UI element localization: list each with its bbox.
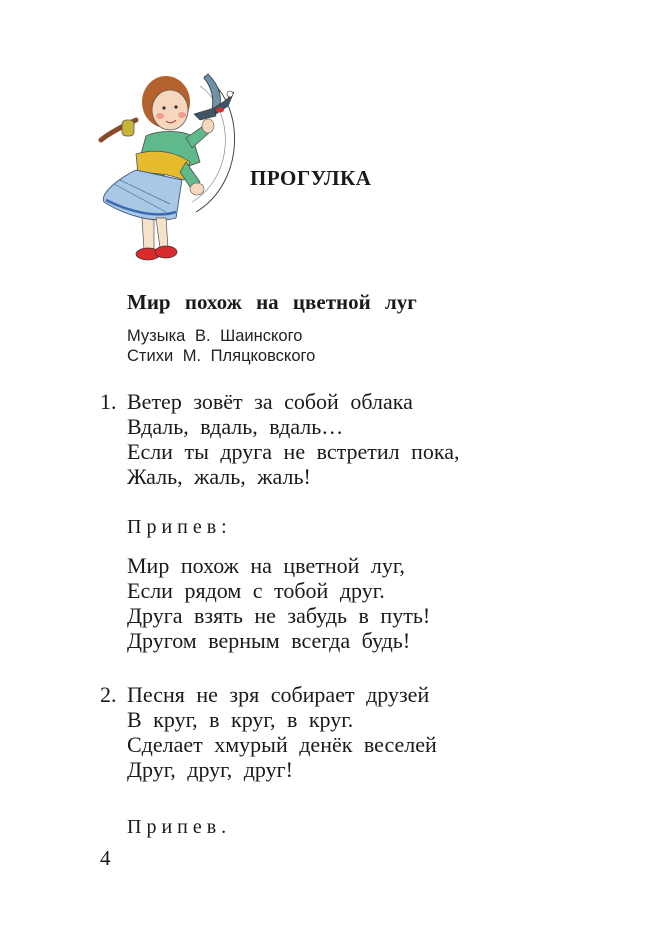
chapter-title: ПРОГУЛКА (250, 166, 372, 190)
verse-line: Друг, друг, друг! (127, 757, 293, 782)
verse-2 (100, 682, 437, 782)
chorus-line: Друга взять не забудь в путь! (127, 603, 431, 628)
verse-line: Вдаль, вдаль, вдаль… (127, 414, 344, 439)
song-title: Мир похож на цветной луг (127, 290, 417, 314)
chorus-line: Если рядом с тобой друг. (127, 578, 385, 603)
chorus-repeat-label: Припев. (127, 816, 232, 838)
verse-number: 1. (100, 389, 117, 414)
verse-line: Жаль, жаль, жаль! (127, 464, 311, 489)
chorus (127, 553, 430, 653)
music-credit: Музыка В. Шаинского (127, 327, 303, 345)
page-number: 4 (100, 846, 111, 870)
verse-line-text: Ветер зовёт за собой облака (127, 389, 413, 414)
verse-line-text: Песня не зря собирает друзей (127, 682, 430, 707)
chorus-line: Другом верным всегда будь! (127, 628, 411, 653)
chorus-label: Припев: (127, 516, 232, 538)
verse-line (100, 682, 437, 707)
song-credits (127, 326, 315, 366)
lyrics-credit: Стихи М. Пляцковского (127, 347, 316, 365)
verse-number: 2. (100, 682, 117, 707)
chorus-line: Мир похож на цветной луг, (127, 553, 405, 578)
verse-line: В круг, в круг, в круг. (127, 707, 354, 732)
verse-1 (100, 389, 460, 489)
verse-line: Сделает хмурый денёк веселей (127, 732, 437, 757)
verse-line: Если ты друга не встретил пока, (127, 439, 460, 464)
verse-line (100, 389, 460, 414)
girl-with-swallow-illustration (96, 62, 256, 268)
